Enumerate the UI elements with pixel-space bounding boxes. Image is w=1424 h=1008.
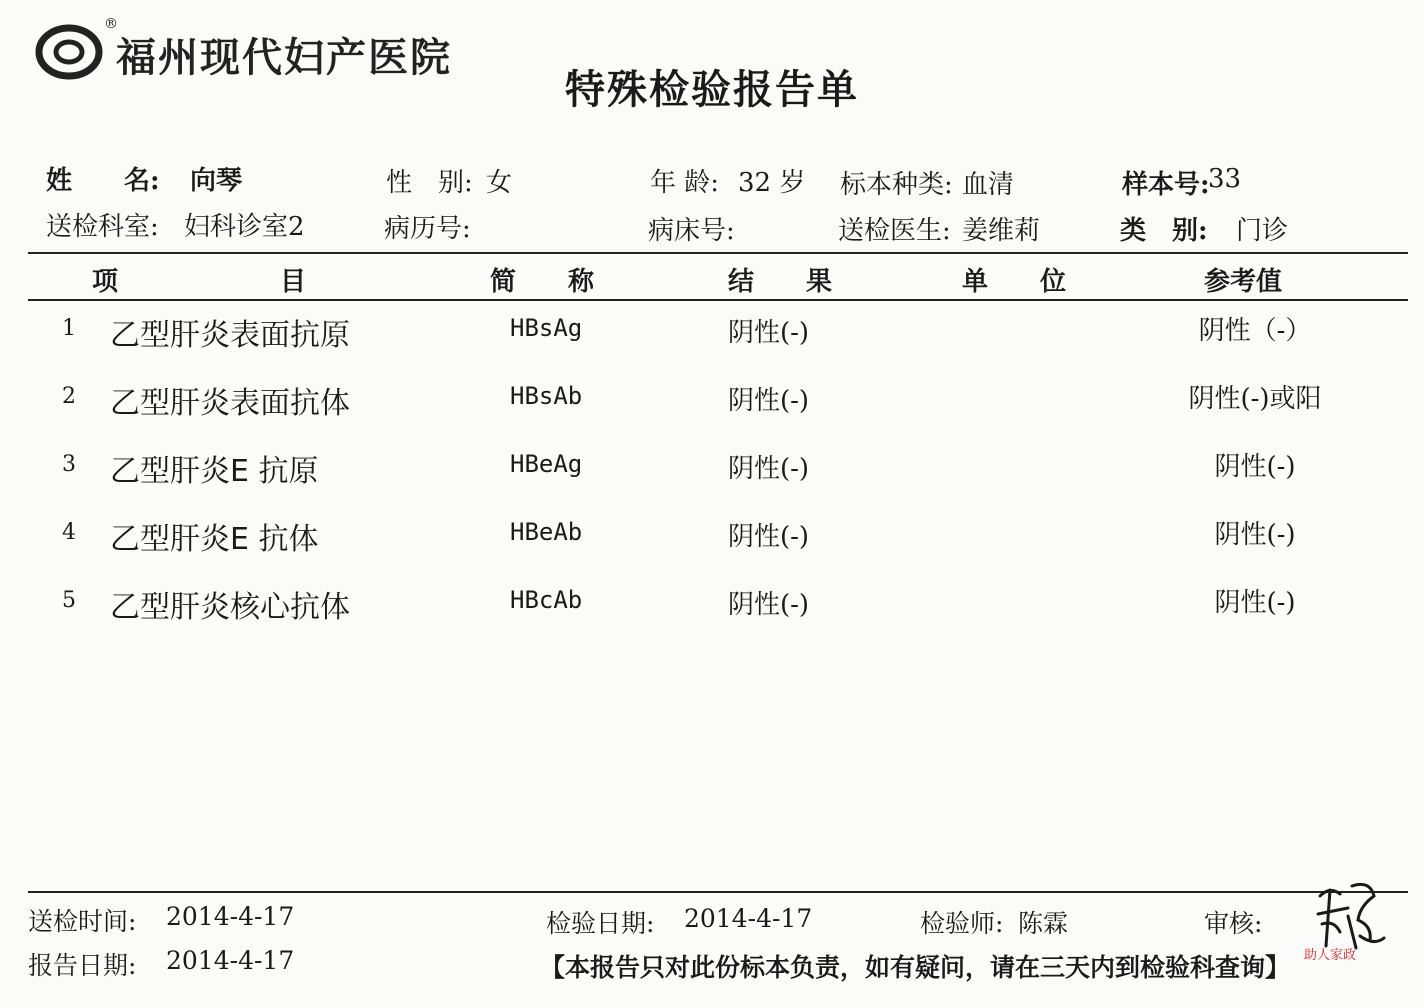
category-label: 类 别:	[1120, 216, 1208, 246]
test-abbr: HBsAb	[510, 382, 583, 410]
report-title: 特殊检验报告单	[565, 67, 859, 113]
dept-label: 送检科室:	[46, 212, 159, 242]
dept: 妇科诊室2	[184, 212, 305, 242]
patient-sex: 女	[486, 168, 513, 198]
test-result: 阴性(-)	[728, 386, 810, 416]
test-date: 2014-4-17	[684, 904, 813, 933]
col-header-item: 项	[92, 267, 119, 297]
table-row	[0, 514, 1424, 557]
reference-value: 阴性(-)	[1214, 588, 1296, 618]
table-header-rule	[28, 299, 1408, 301]
col-header-ref: 参考值	[1204, 267, 1283, 297]
test-abbr: HBcAb	[510, 586, 583, 614]
test-result: 阴性(-)	[728, 454, 810, 484]
sex-label: 性 别:	[386, 168, 473, 198]
test-abbr: HBsAg	[510, 314, 583, 342]
col-header-abbr: 简 称	[490, 267, 595, 297]
test-name: 乙型肝炎表面抗原	[110, 318, 350, 353]
disclaimer: 【本报告只对此份标本负责，如有疑问，请在三天内到检验科查询】	[540, 953, 1291, 982]
table-top-rule	[28, 252, 1408, 254]
name-label: 姓 名:	[46, 166, 160, 196]
row-number: 1	[62, 316, 76, 341]
patient-name: 向琴	[190, 166, 243, 196]
col-header-item-2: 目	[280, 267, 307, 297]
reference-value: 阴性(-)	[1214, 520, 1296, 550]
watermark-stamp: 助人家政	[1304, 948, 1357, 963]
row-number: 5	[62, 588, 76, 613]
test-result: 阴性(-)	[728, 522, 810, 552]
sample-no: 33	[1208, 164, 1242, 194]
table-row	[0, 310, 1424, 353]
sample-no-label: 样本号:	[1122, 170, 1210, 200]
row-number: 2	[62, 384, 76, 409]
col-header-unit: 单 位	[962, 267, 1067, 297]
report-date-label: 报告日期:	[28, 951, 137, 980]
report-date: 2014-4-17	[166, 946, 295, 975]
table-row	[0, 446, 1424, 489]
tester-label: 检验师:	[920, 909, 1004, 938]
test-name: 乙型肝炎表面抗体	[110, 386, 350, 421]
table-row	[0, 378, 1424, 421]
specimen-type: 血清	[962, 170, 1015, 200]
doctor-label: 送检医生:	[838, 216, 951, 246]
reference-value: 阴性（-）	[1198, 316, 1312, 346]
reference-value: 阴性(-)	[1214, 452, 1296, 482]
col-header-result: 结 果	[728, 267, 833, 297]
age-label: 年 龄:	[650, 168, 720, 198]
row-number: 4	[62, 520, 76, 545]
reference-value: 阴性(-)或阳	[1188, 384, 1322, 414]
patient-age: 32 岁	[738, 168, 806, 198]
tester-name: 陈霖	[1018, 909, 1069, 938]
test-name: 乙型肝炎E 抗体	[110, 522, 319, 557]
doctor-name: 姜维莉	[962, 216, 1041, 246]
submit-time-label: 送检时间:	[28, 907, 137, 936]
specimen-label: 标本种类:	[840, 170, 953, 200]
registered-mark: ®	[104, 16, 118, 32]
record-no-label: 病历号:	[384, 214, 471, 244]
category: 门诊	[1236, 216, 1289, 246]
test-result: 阴性(-)	[728, 318, 810, 348]
bed-no-label: 病床号:	[648, 216, 735, 246]
reviewer-label: 审核:	[1204, 909, 1263, 938]
test-date-label: 检验日期:	[546, 909, 655, 938]
hospital-name: 福州现代妇产医院	[116, 35, 452, 81]
table-row	[0, 582, 1424, 625]
test-name: 乙型肝炎E 抗原	[110, 454, 319, 489]
test-abbr: HBeAg	[510, 450, 583, 478]
test-name: 乙型肝炎核心抗体	[110, 590, 350, 625]
test-abbr: HBeAb	[510, 518, 583, 546]
row-number: 3	[62, 452, 76, 477]
test-result: 阴性(-)	[728, 590, 810, 620]
footer-rule	[28, 891, 1408, 893]
submit-time: 2014-4-17	[166, 902, 295, 931]
